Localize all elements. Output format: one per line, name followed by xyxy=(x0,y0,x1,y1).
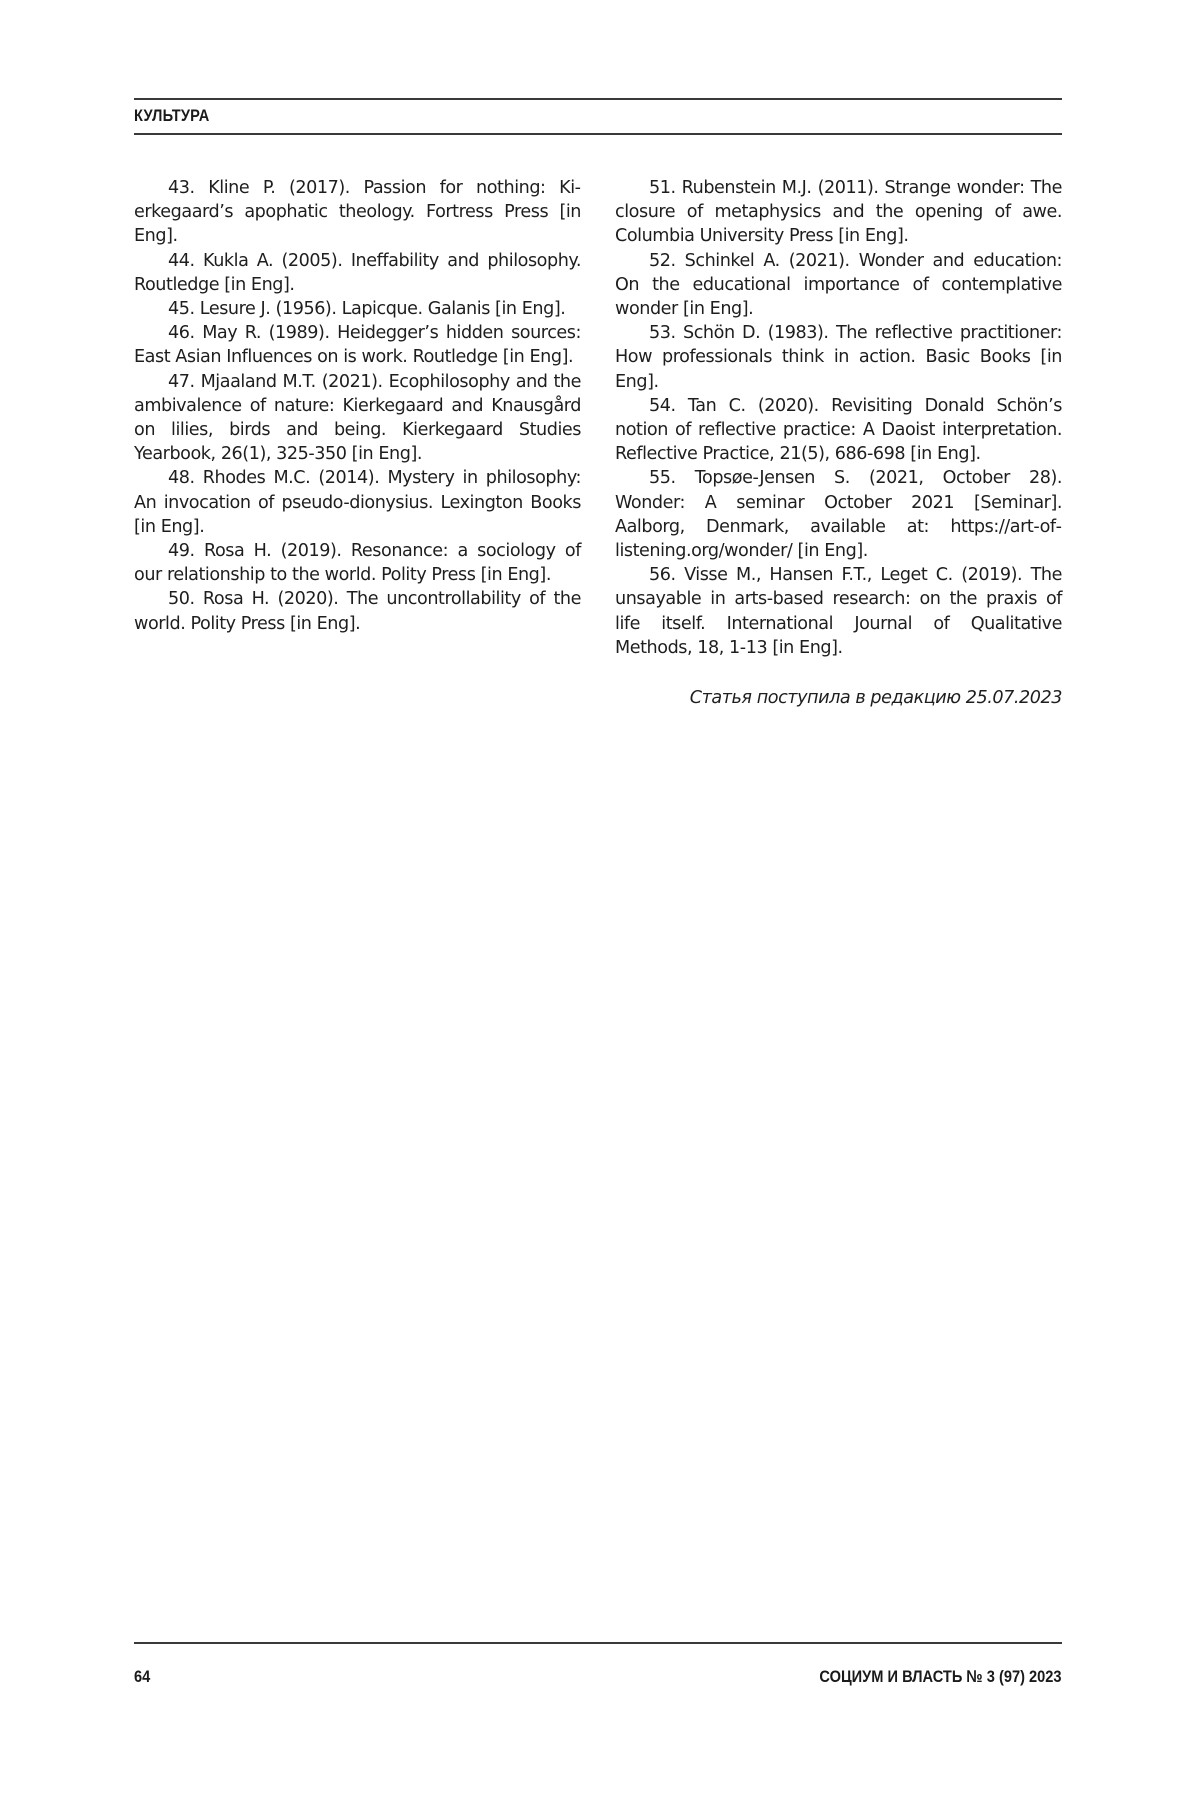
references-list xyxy=(134,176,1062,710)
reference-46: 46. May R. (1989). Heidegger’s hidden sources: East Asian Influences on is work. Routledge [in Eng]. xyxy=(134,323,581,368)
reference-56: 56. Visse M., Hansen F.T., Leget C. (2019). The unsayable in arts-based research: on the praxis of life itself. International Journal of Qualitative Methods, 18, 1-13 [in Eng]. xyxy=(615,565,1062,658)
references-left-column xyxy=(134,176,581,710)
reference-45: 45. Lesure J. (1956). Lapicque. Galanis [in Eng]. xyxy=(168,299,566,320)
header-top-rule xyxy=(134,98,1062,100)
journal-issue: СОЦИУМ И ВЛАСТЬ № 3 (97) 2023 xyxy=(819,1667,1062,1686)
reference-44: 44. Kukla A. (2005). Ineffability and philosophy. Routledge [in Eng]. xyxy=(134,250,581,295)
reference-43: 43. Kline P. (2017). Passion for nothing: Kierkegaard’s apophatic theology. Fortress Press [in Eng]. xyxy=(134,178,581,247)
reference-55: 55. Topsøe-Jensen S. (2021, October 28). Wonder: A seminar October 2021 [Seminar]. Aalborg, Denmark, available at: https://art-oflistening.org/wonder/ [in Eng]. xyxy=(615,468,1062,562)
page-number: 64 xyxy=(134,1667,151,1686)
reference-49: 49. Rosa H. (2019). Resonance: a sociology of our relationship to the world. Polity Press [in Eng]. xyxy=(134,541,581,586)
reference-51: 51. Rubenstein M.J. (2011). Strange wonder: The closure of metaphysics and the opening of awe. Columbia University Press [in Eng]. xyxy=(615,178,1062,247)
header-bottom-rule xyxy=(134,133,1062,135)
footer-rule xyxy=(134,1642,1062,1644)
reference-52: 52. Schinkel A. (2021). Wonder and education: On the educational importance of contemplative wonder [in Eng]. xyxy=(615,250,1062,320)
references-right-column xyxy=(615,176,1062,710)
received-date-note: Статья поступила в редакцию 25.07.2023 xyxy=(689,688,1062,709)
reference-47: 47. Mjaaland M.T. (2021). Ecophilosophy and the ambivalence of nature: Kierkegaard and Knausgård on lilies, birds and being. Kierkegaard Studies Yearbook, 26(1), 325-350 [in Eng]. xyxy=(134,371,581,465)
reference-54: 54. Tan C. (2020). Revisiting Donald Schön’s notion of reflective practice: A Daoist interpretation. Reflective Practice, 21(5), 686-698 [in Eng]. xyxy=(615,395,1062,465)
reference-50: 50. Rosa H. (2020). The uncontrollability of the world. Polity Press [in Eng]. xyxy=(134,589,581,634)
reference-48: 48. Rhodes M.C. (2014). Mystery in philosophy: An invocation of pseudo-dionysius. Lexington Books [in Eng]. xyxy=(134,468,581,537)
section-title: КУЛЬТУРА xyxy=(134,106,210,125)
reference-53: 53. Schön D. (1983). The reflective practitioner: How professionals think in action. Basic Books [in Eng]. xyxy=(615,323,1062,392)
